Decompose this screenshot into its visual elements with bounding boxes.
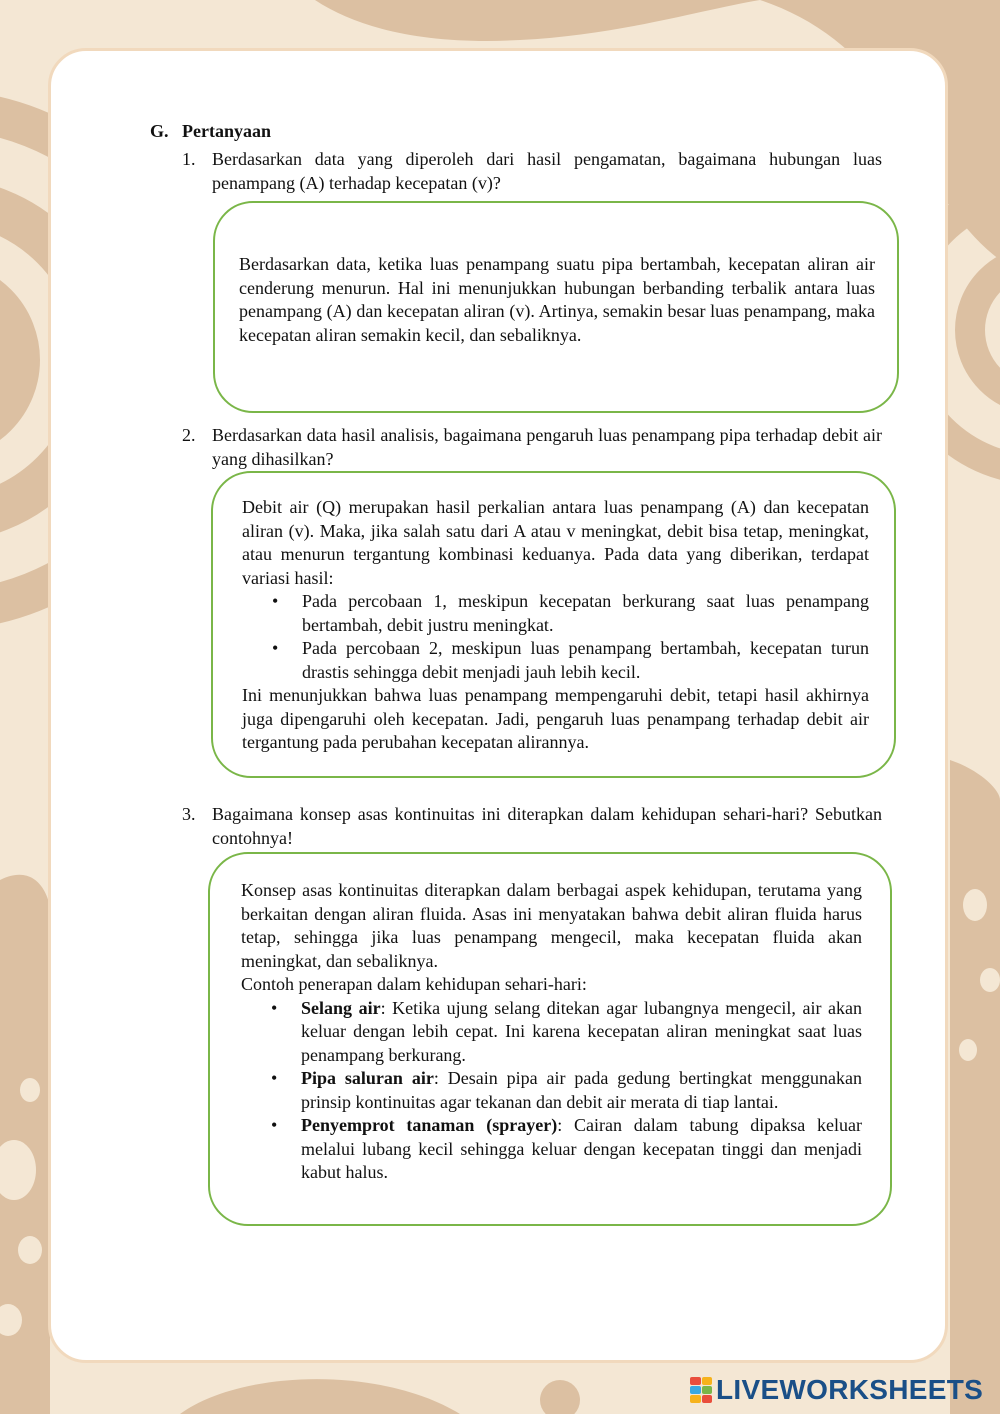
- question-2: [182, 423, 882, 471]
- bullet-icon: •: [272, 591, 279, 611]
- examples-heading: Contoh penerapan dalam kehidupan sehari-hari:: [241, 974, 587, 994]
- question-number: 3.: [182, 804, 196, 824]
- logo-text: LIVEWORKSHEETS: [716, 1374, 984, 1405]
- example-term: Penyemprot tanaman (sprayer): [301, 1115, 558, 1135]
- section-letter: G.: [150, 121, 169, 141]
- list-item: [271, 997, 862, 1068]
- section-heading: [150, 121, 271, 142]
- answer-box-3[interactable]: [208, 852, 892, 1226]
- liveworksheets-logo[interactable]: [690, 1374, 983, 1406]
- bullet-icon: •: [272, 638, 279, 658]
- section-title: Pertanyaan: [182, 121, 271, 141]
- example-term: Pipa saluran air: [301, 1068, 434, 1088]
- bullet-icon: •: [271, 997, 278, 1018]
- list-item: [271, 1067, 863, 1114]
- answer-box-2[interactable]: [211, 471, 896, 778]
- question-text: Berdasarkan data yang diperoleh dari hasil pengamatan, bagaimana hubungan luas penampang (A) terhadap kecepatan (v)?: [212, 149, 882, 193]
- liveworksheets-logo-icon: [690, 1377, 712, 1403]
- question-3: [182, 802, 882, 850]
- answer-intro: Konsep asas kontinuitas diterapkan dalam berbagai aspek kehidupan, terutama yang berkaitan dengan aliran fluida. Asas ini menyatakan bahwa debit aliran fluida harus tetap, sehingga jika luas penampang mengecil, maka kecepatan fluida akan meningkat, dan sebaliknya.: [241, 880, 862, 971]
- example-text: : Desain pipa air pada gedung bertingkat menggunakan prinsip kontinuitas agar tekanan dan debit air merata di tiap lantai.: [301, 1068, 863, 1112]
- answer-bullet-list: [242, 590, 869, 684]
- answer-text: Berdasarkan data, ketika luas penampang suatu pipa bertambah, kecepatan aliran air cenderung menurun. Hal ini menunjukkan hubungan berbanding terbalik antara luas penampang (A) dan kecepatan aliran (v). Artinya, semakin besar luas penampang, maka kecepatan aliran semakin kecil, dan sebaliknya.: [239, 254, 875, 345]
- list-item: • Pada percobaan 2, meskipun luas penampang bertambah, kecepatan turun drastis sehingga debit menjadi jauh lebih kecil.: [272, 638, 869, 682]
- question-number: 1.: [182, 149, 196, 169]
- example-term: Selang air: [301, 997, 381, 1018]
- list-item: [271, 1114, 862, 1185]
- example-text: : Ketika ujung selang ditekan agar lubangnya mengecil, air akan keluar dengan lebih cepat. Ini karena kecepatan aliran meningkat saat luas penampang berkurang.: [301, 997, 862, 1065]
- question-number: 2.: [182, 425, 196, 445]
- examples-list: [241, 997, 862, 1185]
- question-text: Bagaimana konsep asas kontinuitas ini diterapkan dalam kehidupan sehari-hari? Sebutkan contohnya!: [212, 804, 882, 848]
- answer-box-1[interactable]: [213, 201, 899, 413]
- example-text: : Cairan dalam tabung dipaksa keluar melalui lubang kecil sehingga keluar dengan kecepatan tinggi dan menjadi kabut halus.: [301, 1115, 862, 1182]
- list-item: • Pada percobaan 1, meskipun kecepatan berkurang saat luas penampang bertambah, debit justru meningkat.: [272, 591, 869, 635]
- bullet-icon: •: [271, 1115, 278, 1135]
- bullet-icon: •: [271, 1068, 278, 1088]
- answer-outro: Ini menunjukkan bahwa luas penampang mempengaruhi debit, tetapi hasil akhirnya juga dipengaruhi oleh kecepatan. Jadi, pengaruh luas penampang terhadap debit air tergantung pada perubahan kecepatan alirannya.: [242, 685, 869, 752]
- question-text: Berdasarkan data hasil analisis, bagaimana pengaruh luas penampang pipa terhadap debit air yang dihasilkan?: [212, 425, 882, 469]
- question-1: [182, 147, 882, 195]
- answer-intro: Debit air (Q) merupakan hasil perkalian antara luas penampang (A) dan kecepatan aliran (v). Maka, jika salah satu dari A atau v meningkat, debit bisa tetap, meningkat, atau menurun tergantung kombinasi keduanya. Pada data yang diberikan, terdapat variasi hasil:: [242, 497, 869, 588]
